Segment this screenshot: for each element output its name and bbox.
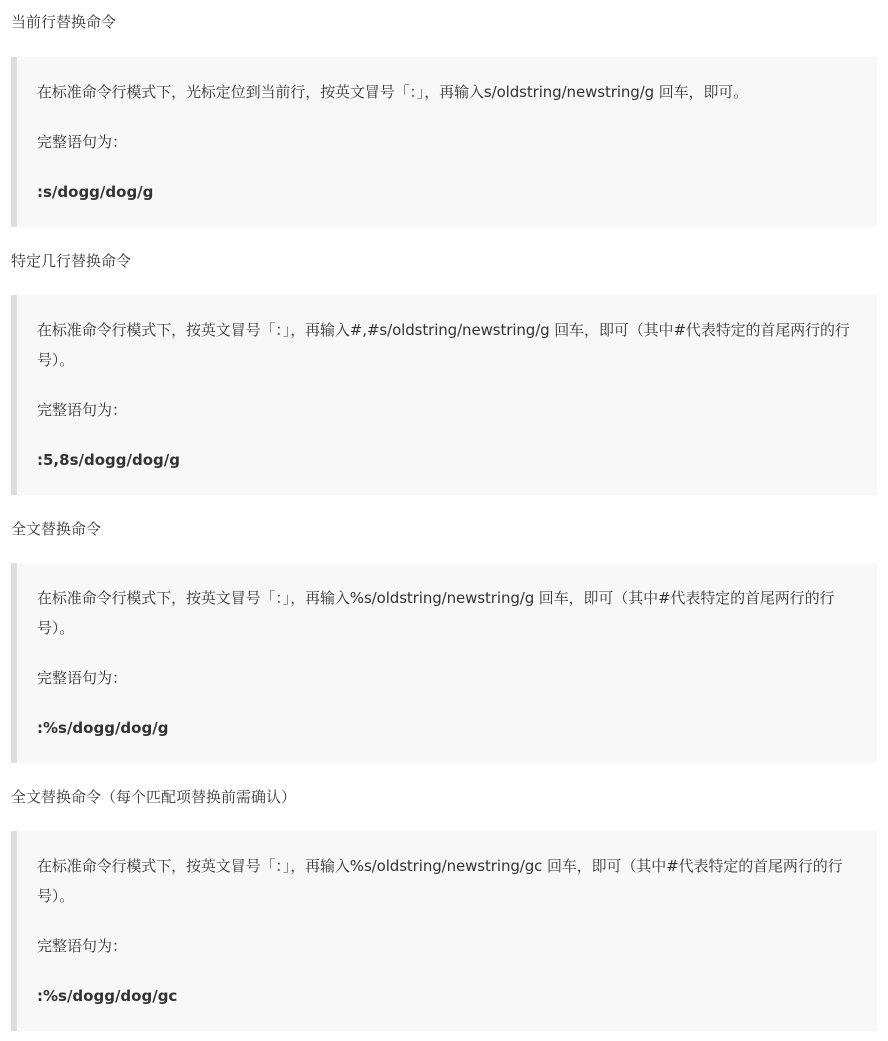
- command: :%s/dogg/dog/g: [37, 719, 169, 737]
- blockquote: [11, 563, 877, 763]
- description: 在标准命令行模式下，按英文冒号「：」，再输入#,#s/oldstring/newstring/g 回车，即可（其中#代表特定的首尾两行的行号）。: [37, 321, 850, 369]
- command: :%s/dogg/dog/gc: [37, 987, 178, 1005]
- section-heading: 全文替换命令: [11, 520, 102, 538]
- description: 在标准命令行模式下，按英文冒号「：」，再输入%s/oldstring/newstring/g 回车，即可（其中#代表特定的首尾两行的行号）。: [37, 589, 835, 637]
- full-statement-label: 完整语句为：: [37, 937, 128, 955]
- blockquote: [11, 295, 877, 495]
- command: :5,8s/dogg/dog/g: [37, 451, 180, 469]
- section-heading: 全文替换命令（每个匹配项替换前需确认）: [11, 788, 297, 806]
- blockquote: [11, 57, 877, 227]
- command: :s/dogg/dog/g: [37, 183, 154, 201]
- full-statement-label: 完整语句为：: [37, 669, 128, 687]
- section-heading: 特定几行替换命令: [11, 252, 132, 270]
- full-statement-label: 完整语句为：: [37, 401, 128, 419]
- section-heading: 当前行替换命令: [11, 13, 117, 31]
- description: 在标准命令行模式下，按英文冒号「：」，再输入%s/oldstring/newstring/gc 回车，即可（其中#代表特定的首尾两行的行号）。: [37, 857, 843, 905]
- description: 在标准命令行模式下，光标定位到当前行，按英文冒号「：」，再输入s/oldstring/newstring/g 回车，即可。: [37, 83, 749, 101]
- blockquote: [11, 831, 877, 1031]
- full-statement-label: 完整语句为：: [37, 133, 128, 151]
